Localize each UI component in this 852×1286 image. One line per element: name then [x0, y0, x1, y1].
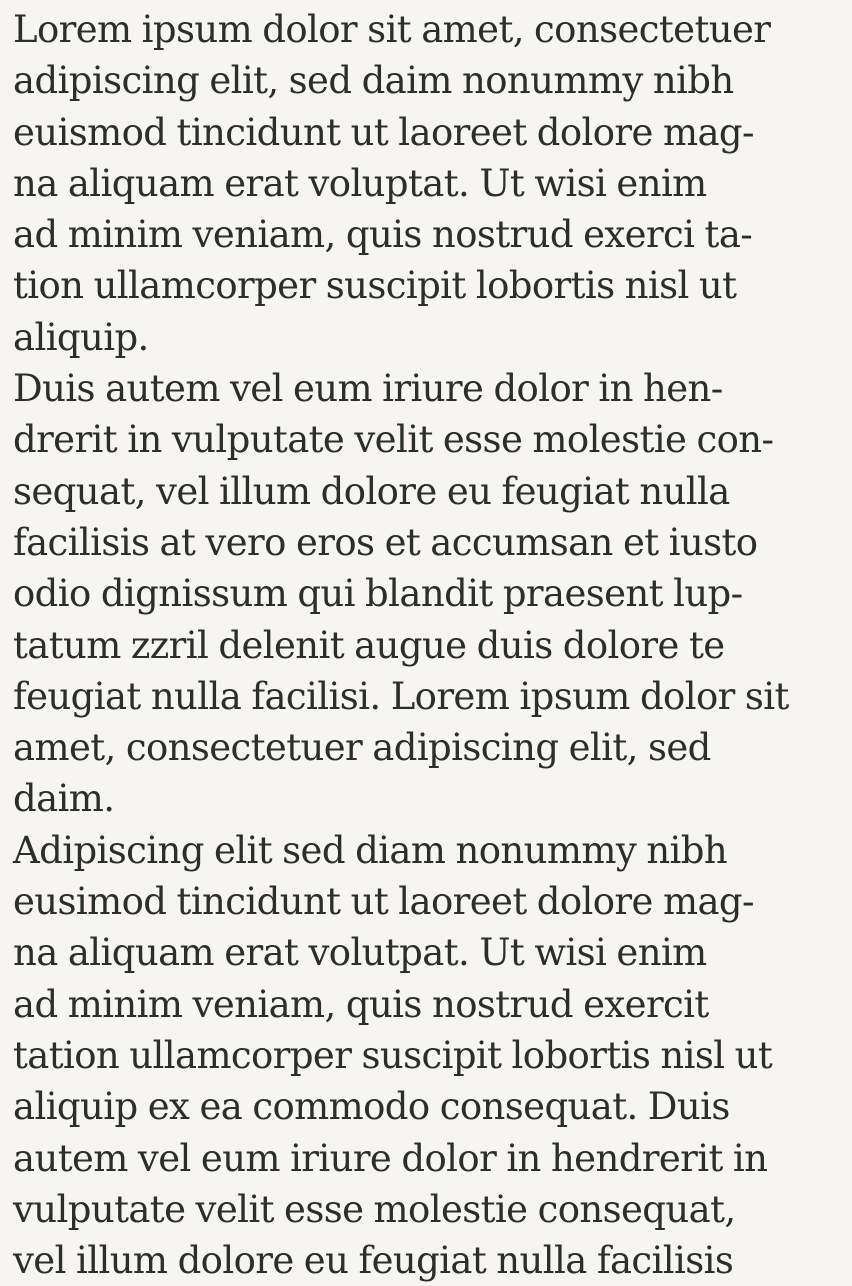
- text-line: sequat, vel illum dolore eu feugiat nulla: [13, 469, 730, 513]
- paragraph-1: [13, 4, 845, 363]
- text-line: adipiscing elit, sed daim nonummy nibh: [13, 59, 734, 103]
- text-line: feugiat nulla facilisi. Lorem ipsum dolor sit: [13, 674, 789, 718]
- text-line: aliquip.: [13, 315, 149, 359]
- paragraph-3: [13, 825, 845, 1286]
- text-line: facilisis at vero eros et accumsan et iusto: [13, 520, 758, 564]
- text-line: daim.: [13, 777, 115, 821]
- text-line: Duis autem vel eum iriure dolor in hen-: [13, 367, 723, 411]
- text-line: ad minim veniam, quis nostrud exercit: [13, 982, 709, 1026]
- text-line: euismod tincidunt ut laoreet dolore mag-: [13, 110, 754, 154]
- text-line: autem vel eum iriure dolor in hendrerit in: [13, 1136, 768, 1180]
- text-line: ad minim veniam, quis nostrud exerci ta-: [13, 213, 753, 257]
- text-line: drerit in vulputate velit esse molestie con-: [13, 418, 774, 462]
- text-line: tatum zzril delenit augue duis dolore te: [13, 623, 725, 667]
- text-line: aliquip ex ea commodo consequat. Duis: [13, 1085, 730, 1129]
- text-line: vel illum dolore eu feugiat nulla facilisis: [13, 1239, 734, 1283]
- text-line: odio dignissum qui blandit praesent lup-: [13, 572, 743, 616]
- text-line: Lorem ipsum dolor sit amet, consectetuer: [13, 8, 771, 51]
- paragraph-2: [13, 363, 845, 825]
- text-line: eusimod tincidunt ut laoreet dolore mag-: [13, 880, 754, 924]
- text-body: [13, 4, 845, 1286]
- text-line: vulputate velit esse molestie consequat,: [13, 1187, 736, 1231]
- text-line: amet, consectetuer adipiscing elit, sed: [13, 726, 711, 770]
- text-line: tation ullamcorper suscipit lobortis nisl ut: [13, 1033, 773, 1077]
- text-line: Adipiscing elit sed diam nonummy nibh: [13, 828, 728, 872]
- text-line: na aliquam erat volutpat. Ut wisi enim: [13, 931, 707, 975]
- text-line: tion ullamcorper suscipit lobortis nisl ut: [13, 264, 737, 308]
- text-line: na aliquam erat voluptat. Ut wisi enim: [13, 161, 707, 205]
